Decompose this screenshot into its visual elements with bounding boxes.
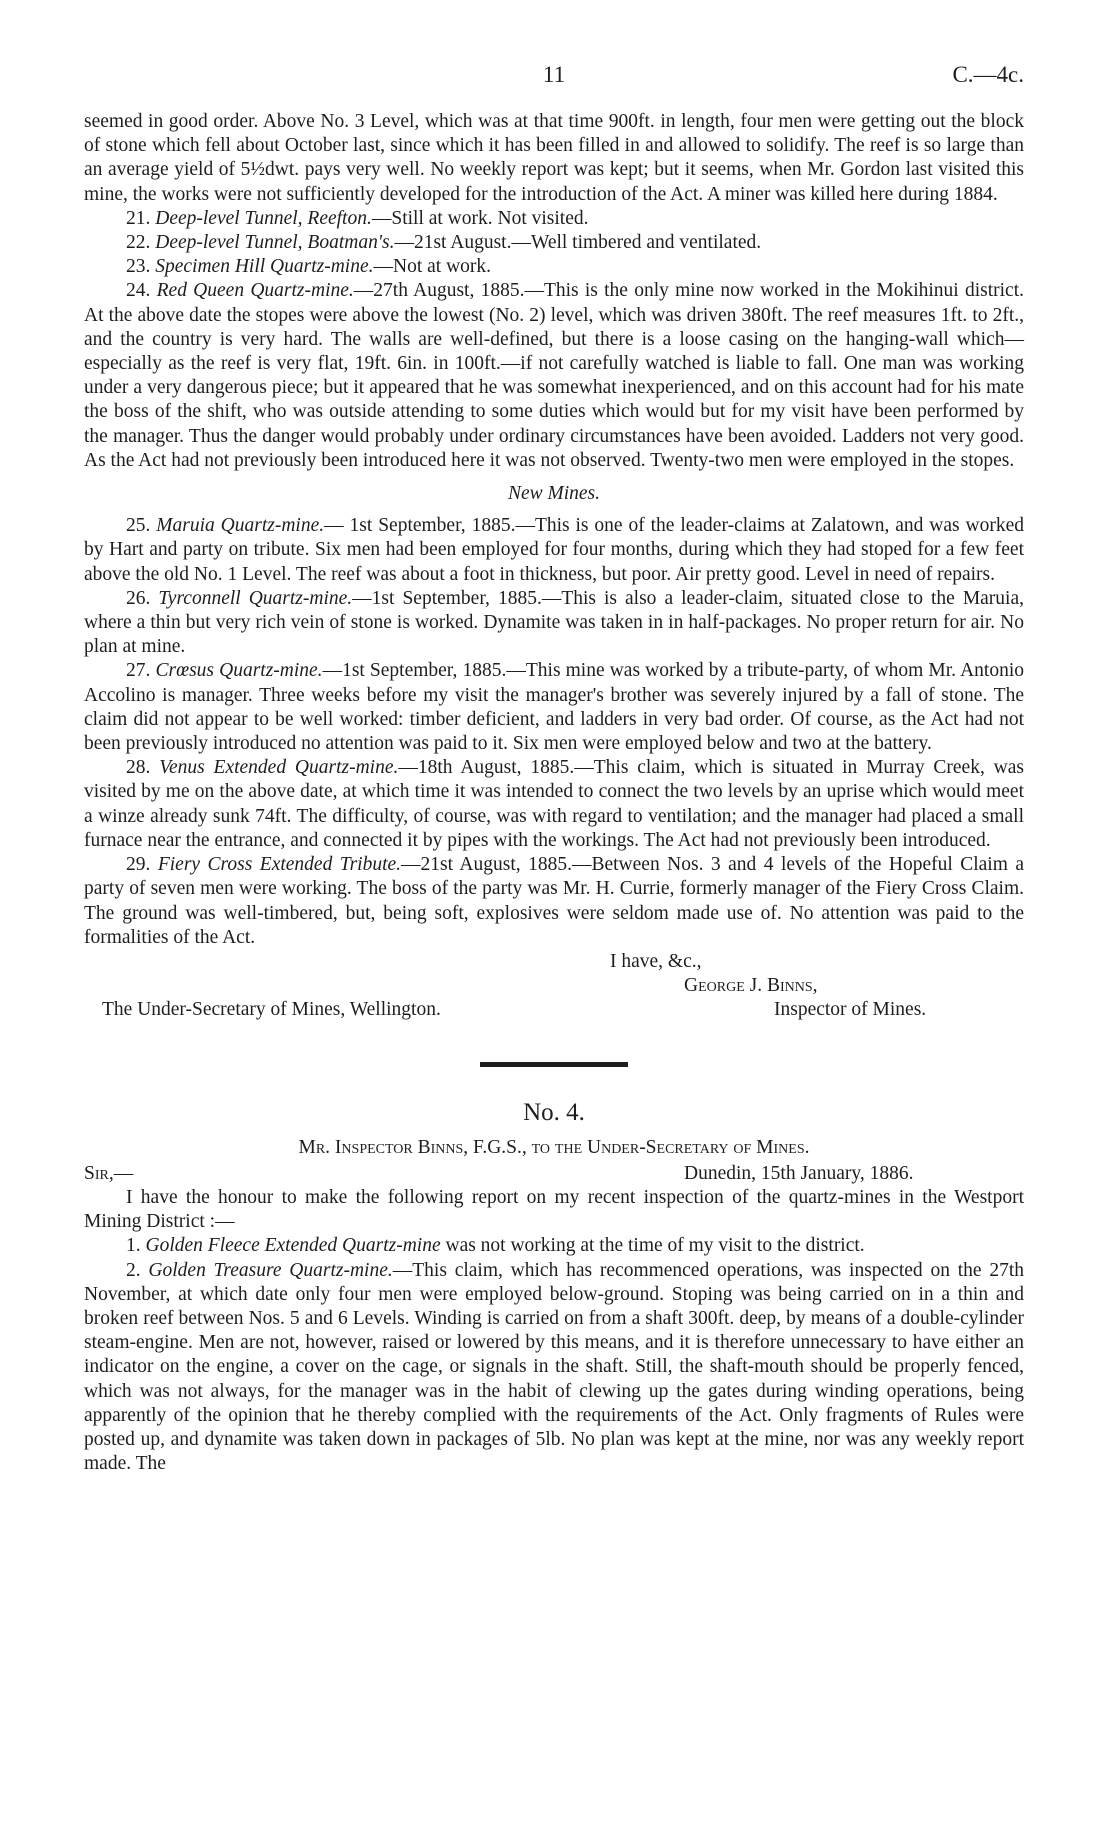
entry-paragraph [84, 514, 1024, 587]
mine-name: Specimen Hill Quartz-mine. [155, 256, 374, 278]
mine-name: Venus Extended Quartz-mine. [159, 757, 399, 779]
entry-number: 21. [126, 207, 151, 229]
signer-title: Inspector of Mines. [774, 999, 927, 1021]
mine-name: Golden Treasure Quartz-mine. [148, 1259, 393, 1281]
entry-number: 26. [126, 587, 151, 609]
entry-text: —This claim, which has recommenced operations, was inspected on the 27th November, at which date only four men were employed below-ground. Stoping was being carried on in a thin and broken reef between Nos. 5 and 6 Levels. Winding is carried on from a shaft 300ft. deep, by means of a double-cylinder steam-engine. Men are not, however, raised or lowered by this means, and it is therefore unnecessary to have either an indicator on the engine, a cover on the cage, or signals in the shaft. Still, the shaft-mouth should be properly fenced, which was not always, for the manager was in the habit of clewing up the gates during winding operations, being apparently of the opinion that he thereby complied with the requirements of the Act. Only fragments of Rules were posted up, and dynamite was taken down in packages of 5lb. No plan was kept at the mine, nor was any weekly report made. The [84, 1259, 1025, 1475]
entry-number: 24. [126, 280, 151, 302]
mine-name: Deep-level Tunnel, Reefton. [155, 207, 372, 229]
letter-title: Mr. Inspector Binns, F.G.S., to the Under-Secretary of Mines. [298, 1136, 810, 1158]
entry-number: 28. [126, 757, 151, 779]
letter-intro: I have the honour to make the following report on my recent inspection of the quartz-mines in the Westport Mining District :— [84, 1187, 1024, 1233]
entry-number: 23. [126, 256, 151, 278]
section-divider [480, 1062, 628, 1067]
entry-text: — 1st September, 1885.—This is one of the leader-claims at Zalatown, and was worked by Hart and party on tribute. Six men had been employed for four months, during which they had stoped for a few feet above the old No. 1 Level. The reef was about a foot in thickness, but poor. Air pretty good. Level in need of repairs. [84, 515, 1025, 585]
entry-text: —Still at work. Not visited. [371, 207, 589, 229]
continuation-paragraph: seemed in good order. Above No. 3 Level, which was at that time 900ft. in length, four men were getting out the block of stone which fell about October last, since which it has been filled in and allowed to solidify. The reef is so large than an average yield of 5½dwt. pays very well. No weekly report was kept; but it seems, when Mr. Gordon last visited this mine, the works were not sufficiently developed for the introduction of the Act. A miner was killed here during 1884. [84, 111, 1024, 205]
entry-text: —21st August, 1885.—Between Nos. 3 and 4 levels of the Hopeful Claim a party of seven men were working. The boss of the party was Mr. H. Currie, formerly manager of the Fiery Cross Claim. The ground was well-timbered, but, being soft, explosives were seldom made use of. No attention was paid to the formalities of the Act. [84, 854, 1025, 948]
signoff-block [84, 950, 1024, 1023]
section-heading: New Mines. [507, 483, 601, 505]
entry-paragraph [84, 231, 1024, 255]
mine-name: Fiery Cross Extended Tribute. [157, 854, 402, 876]
entry-paragraph [84, 853, 1024, 950]
mine-name: Crœsus Quartz-mine. [155, 660, 323, 682]
addressee: The Under-Secretary of Mines, Wellington. [102, 999, 441, 1021]
entry-paragraph [84, 659, 1024, 756]
report-body [84, 110, 1024, 1477]
mine-name: Tyrconnell Quartz-mine. [158, 587, 353, 609]
entry-number: 27. [126, 660, 151, 682]
entry-text: —1st September, 1885.—This mine was worked by a tribute-party, of whom Mr. Antonio Accolino is manager. Three weeks before my visit the manager's brother was severely injured by a fall of stone. The claim did not appear to be well worked: timber deficient, and ladders in very bad order. Of course, as the Act had not been previously introduced no attention was paid to it. Six men were employed below and two at the battery. [84, 660, 1024, 755]
mine-name: Red Queen Quartz-mine. [156, 280, 354, 302]
entry-text: —Not at work. [373, 256, 492, 278]
document-code: C.—4c. [952, 62, 1024, 87]
entry-number: 1. [126, 1235, 141, 1257]
entry-number: 2. [126, 1259, 141, 1281]
entry-paragraph [84, 1234, 1024, 1258]
entry-paragraph [84, 1259, 1024, 1477]
mine-name: Maruia Quartz-mine. [156, 515, 325, 537]
entry-paragraph [84, 255, 1024, 279]
entry-number: 29. [126, 854, 151, 876]
entry-text: —18th August, 1885.—This claim, which is situated in Murray Creek, was visited by me on the above date, at which time it was intended to connect the two levels by an uprise which would meet a winze already sunk 74ft. The difficulty, of course, was with regard to ventilation; and the manager had placed a small furnace near the entrance, and connected it by pipes with the workings. The Act had not previously been introduced. [84, 757, 1025, 851]
entry-number: 22. [126, 232, 151, 254]
entry-paragraph [84, 207, 1024, 231]
signature: George J. Binns, [684, 975, 818, 997]
entry-text: —21st August.—Well timbered and ventilated. [394, 232, 762, 254]
entry-text: —27th August, 1885.—This is the only mine now worked in the Mokihinui district. At the above date the stopes were above the lowest (No. 2) level, which was driven 380ft. The reef measures 1ft. to 2ft., and the country is very hard. The walls are well-defined, but there is a loose casing on the hanging-wall which—especially as the reef is very flat, 19ft. 6in. in 100ft.—if not carefully watched is liable to fall. One man was working under a very dangerous piece; but it appeared that he was somewhat inexperienced, and on this account had for his mate the boss of the shift, who was outside attending to some duties which would but for my visit have been performed by the manager. Thus the danger would probably under ordinary circumstances have been avoided. Ladders not very good. As the Act had not previously been introduced here it was not observed. Twenty-two men were employed in the stopes. [84, 280, 1024, 471]
closing: I have, &c., [610, 950, 702, 972]
letter-number: No. 4. [523, 1099, 585, 1127]
entry-paragraph [84, 279, 1024, 473]
entry-text: —1st September, 1885.—This is also a leader-claim, situated close to the Maruia, where a thin but very rich vein of stone is worked. Dynamite was taken in in half-packages. No proper return for air. No plan at mine. [84, 587, 1024, 658]
entry-paragraph [84, 756, 1024, 853]
mine-name: Golden Fleece Extended Quartz-mine [145, 1235, 441, 1257]
mine-name: Deep-level Tunnel, Boatman's. [155, 232, 395, 254]
place-date: Dunedin, 15th January, 1886. [684, 1162, 914, 1184]
salutation: Sir,— [84, 1162, 134, 1184]
entry-text: was not working at the time of my visit to the district. [440, 1235, 865, 1257]
entry-number: 25. [126, 515, 151, 537]
page-header [84, 62, 1024, 90]
page-number: 11 [542, 62, 566, 87]
entry-paragraph [84, 587, 1024, 660]
